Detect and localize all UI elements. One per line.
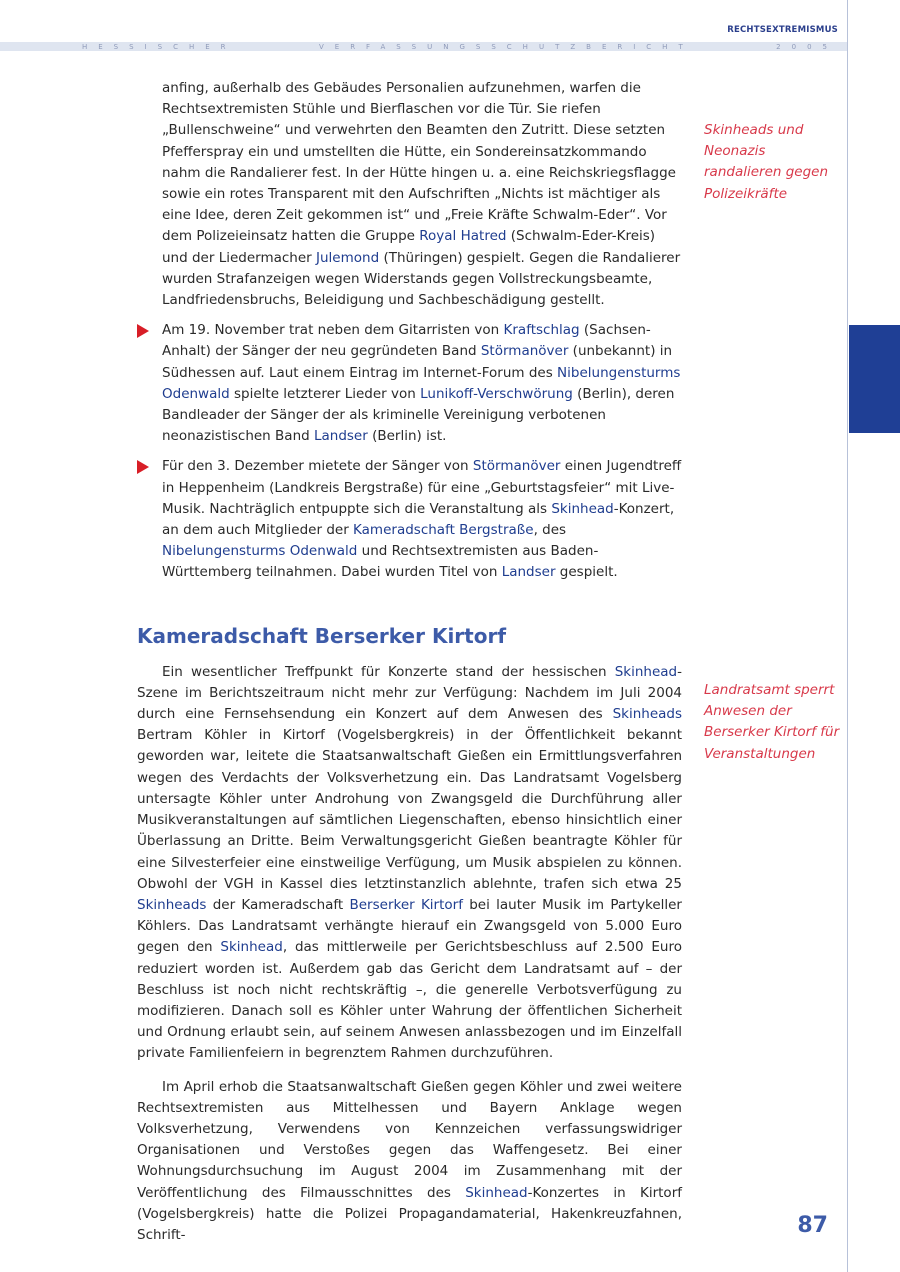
chapter-thumb-tab bbox=[849, 325, 900, 433]
publication-word: HESSISCHER bbox=[82, 42, 237, 51]
intro-paragraph: anfing, außerhalb des Gebäudes Personalien aufzunehmen, warfen die Rechtsextremisten Stühle und Bierflaschen vor die Tür. Sie riefen „Bullenschweine“ und verwehrten den Beamten den Zutritt. Diese setzten Pfefferspray ein und umstellten die Hütte, ein Sondereinsatzkommando nahm die Randalierer fest. In der Hütte hingen u. a. eine Reichskriegsflagge sowie ein rotes Transparent mit den Aufschriften „Nichts ist mächtiger als eine Idee, deren Zeit gekommen ist“ und „Freie Kräfte Schwalm-Eder“. Vor dem Polizeieinsatz hatten die Gruppe Royal Hatred (Schwalm-Eder-Kreis) und der Liedermacher Julemond (Thüringen) gespielt. Gegen die Randalierer wurden Strafanzeigen wegen Widerstands gegen Vollstreckungsbeamte, Landfriedensbruchs, Beleidigung und Sachbeschädigung gestellt. bbox=[162, 80, 681, 309]
org-name: Skinhead bbox=[465, 1184, 528, 1201]
body-paragraph: Im April erhob die Staatsanwaltschaft Gießen gegen Köhler und zwei weitere Rechtsextremisten aus Mittelhessen und Bayern Anklage wegen Volksverhetzung, Verwendens von Kennzeichen verfassungswidriger Organisationen und Verstoßes gegen das Waffengesetz. Bei einer Wohnungsdurchsuchung im August 2004 im Zusammenhang mit der Veröffentlichung des Filmausschnittes des Skinhead-Konzertes in Kirtorf (Vogelsbergkreis) hatte die Polizei Propagandamaterial, Hakenkreuzfahnen, Schrift- bbox=[137, 1078, 682, 1243]
publication-word: VERFASSUNGSSCHUTZBERICHT bbox=[318, 42, 694, 51]
org-name: Skinheads bbox=[137, 896, 207, 913]
bullet-item: Am 19. November trat neben dem Gitarristen von Kraftschlag (Sachsen-Anhalt) der Sänger der neu gegründeten Band Störmanöver (unbekannt) in Südhessen auf. Laut einem Eintrag im Internet-Forum des Nibelungensturms Odenwald spielte letzterer Lieder von Lunikoff-Verschwörung (Berlin), deren Bandleader der Sänger der als kriminelle Vereinigung verbotenen neonazistischen Band Landser (Berlin) ist. bbox=[137, 320, 682, 447]
org-name: Berserker Kirtorf bbox=[349, 896, 463, 913]
org-name: Skinhead bbox=[220, 939, 283, 956]
triangle-bullet-icon bbox=[137, 460, 149, 474]
triangle-bullet-icon bbox=[137, 324, 149, 338]
org-name: Royal Hatred bbox=[419, 228, 507, 245]
org-name: Störmanöver bbox=[472, 458, 561, 475]
body-paragraph: Ein wesentlicher Treffpunkt für Konzerte stand der hessischen Skinhead-Szene im Berichtszeitraum nicht mehr zur Verfügung: Nachdem im Juli 2004 durch eine Fernsehsendung ein Konzert auf dem Anwesen des Skinheads Bertram Köhler in Kirtorf (Vogelsbergkreis) in der Öffentlichkeit bekannt geworden war, leitete die Staatsanwaltschaft Gießen ein Ermittlungsverfahren wegen des Verdachts der Volksverhetzung ein. Das Landratsamt Vogelsberg untersagte Köhler unter Androhung von Zwangsgeld die Durchführung aller Musikveranstaltungen auf sämtlichen Liegenschaften, ebenso hinsichtlich einer Überlassung an Dritte. Beim Verwaltungsgericht Gießen beantragte Köhler für eine Silvesterfeier eine einstweilige Verfügung, um Musik abspielen zu können. Obwohl der VGH in Kassel dies letztinstanzlich ablehnte, trafen sich etwa 25 Skinheads der Kameradschaft Berserker Kirtorf bei lauter Musik im Partykeller Köhlers. Das Landratsamt verhängte hierauf ein Zwangsgeld von 5.000 Euro gegen den Skinhead, das mittlerweile per Gerichtsbeschluss auf 2.500 Euro reduziert worden ist. Außerdem gab das Gericht dem Landratsamt auf – der Beschluss ist noch nicht rechtskräftig –, die generelle Verbotsverfügung zu modifizieren. Danach soll es Köhler unter Wahrung der öffentlichen Sicherheit und Ordnung erlaubt sein, auf seinem Anwesen anlassbezogen und im Einzelfall private Familienfeiern in begrenztem Rahmen durchzuführen. bbox=[137, 663, 682, 1062]
org-name: Lunikoff-Verschwörung bbox=[420, 385, 573, 402]
section-heading: Kameradschaft Berserker Kirtorf bbox=[137, 623, 507, 648]
bullet-item: Für den 3. Dezember mietete der Sänger von Störmanöver einen Jugendtreff in Heppenheim (Landkreis Bergstraße) für eine „Geburtstagsfeier“ mit Live-Musik. Nachträglich entpuppte sich die Veranstaltung als Skinhead-Konzert, an dem auch Mitglieder der Kameradschaft Bergstraße, des Nibelungensturms Odenwald und Rechtsextremisten aus Baden-Württemberg teilnahmen. Dabei wurden Titel von Landser gespielt. bbox=[137, 456, 682, 583]
section-label: RECHTSEXTREMISMUS bbox=[727, 25, 838, 35]
org-name: Kraftschlag bbox=[503, 322, 580, 339]
org-name: Störmanöver bbox=[480, 343, 569, 360]
publication-header bbox=[82, 42, 838, 51]
org-name: Julemond bbox=[316, 249, 380, 266]
org-name: Kameradschaft Bergstraße bbox=[353, 522, 534, 539]
page-edge-rule bbox=[847, 0, 848, 1272]
margin-note: Skinheads und Neonazis randalieren gegen Polizeikräfte bbox=[704, 122, 829, 202]
org-name: Landser bbox=[501, 564, 556, 581]
org-name: Nibelungensturms Odenwald bbox=[162, 364, 681, 402]
publication-word: 2005 bbox=[776, 42, 838, 51]
margin-note: Landratsamt sperrt Anwesen der Berserker Kirtorf für Veranstaltungen bbox=[704, 682, 840, 762]
page-number: 87 bbox=[797, 1213, 828, 1238]
org-name: Skinhead bbox=[614, 663, 678, 680]
org-name: Skinheads bbox=[612, 706, 682, 723]
org-name: Landser bbox=[313, 428, 368, 445]
org-name: Nibelungensturms Odenwald bbox=[162, 543, 358, 560]
main-column bbox=[137, 78, 682, 1246]
org-name: Skinhead bbox=[551, 500, 614, 517]
